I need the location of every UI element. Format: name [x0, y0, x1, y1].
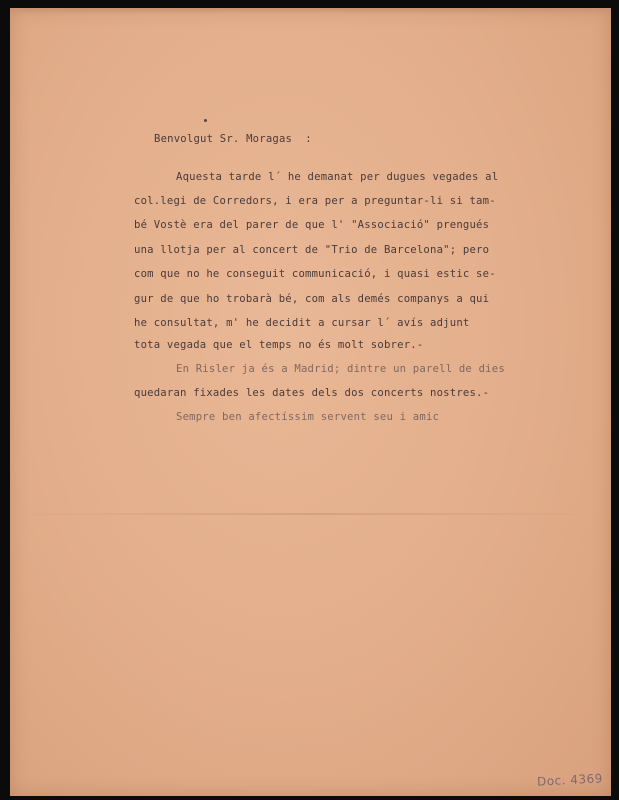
archive-stamp: Doc. 4369 [536, 771, 604, 789]
paragraph1-line2: col.legi de Corredors, i era per a preguntar-li si tam- [134, 195, 496, 207]
paragraph2-line1: En Risler ja és a Madrid; dintre un parell de dies [176, 363, 505, 375]
paragraph1-line3: bé Vostè era del parer de que l' "Associació" prengués [134, 219, 490, 231]
closing-line: Sempre ben afectíssim servent seu i amic [176, 411, 440, 423]
paragraph1-line7: he consultat, m' he decidit a cursar l´ avís adjunt [134, 317, 470, 329]
paragraph1-line4: una llotja per al concert de "Trio de Barcelona"; pero [134, 244, 490, 256]
paragraph1-line1: Aquesta tarde l´ he demanat per dugues vegades al [176, 171, 499, 183]
paragraph2-line2: quedaran fixades les dates dels dos concerts nostres.- [134, 387, 490, 399]
typed-letter [10, 8, 611, 796]
paragraph1-line6: gur de que ho trobarà bé, com als demés companys a qui [134, 293, 490, 305]
paragraph1-line8: tota vegada que el temps no és molt sobrer.- [134, 339, 424, 351]
letter-page [10, 8, 611, 796]
salutation: Benvolgut Sr. Moragas : [154, 133, 312, 145]
paragraph1-line5: com que no he conseguit communicació, i quasi estic se- [134, 268, 496, 280]
